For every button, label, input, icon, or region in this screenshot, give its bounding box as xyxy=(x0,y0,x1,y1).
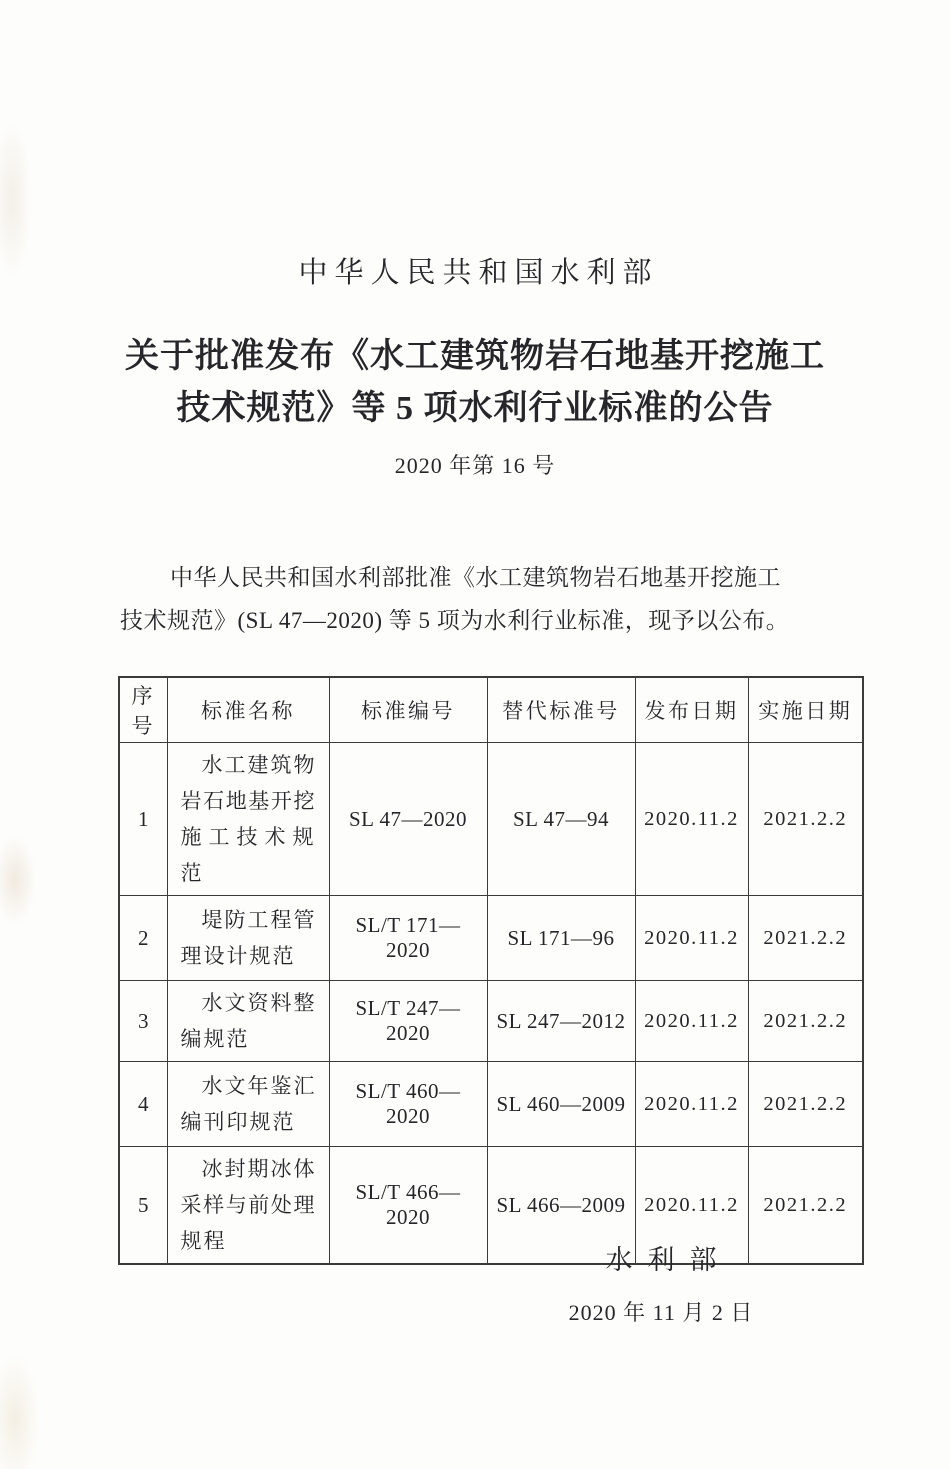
announcement-number: 2020 年第 16 号 xyxy=(394,453,556,478)
effective-date-cell: 2021.2.2 xyxy=(748,981,863,1062)
standard-serial-cell: 2 xyxy=(119,896,167,981)
replaced-standard-cell: SL 466—2009 xyxy=(487,1147,635,1265)
replaced-standard-cell: SL 171—96 xyxy=(487,896,635,981)
publish-date-cell: 2020.11.2 xyxy=(635,896,748,981)
publish-date-cell: 2020.11.2 xyxy=(635,981,748,1062)
standard-name-line: 规程 xyxy=(180,1229,227,1253)
replaced-standard-cell: SL 47—94 xyxy=(487,743,635,896)
standard-serial-cell: 1 xyxy=(119,743,167,896)
issuing-org-title: 中华人民共和国水利部 xyxy=(298,257,659,289)
publish-date-cell: 2020.11.2 xyxy=(635,1062,748,1147)
announcement-title xyxy=(0,331,950,435)
signing-agency: 水利部 xyxy=(605,1245,732,1275)
standard-name-line: 理设计规范 xyxy=(180,944,296,968)
effective-date-cell: 2021.2.2 xyxy=(748,1147,863,1265)
column-header: 替代标准号 xyxy=(487,677,635,743)
intro-paragraph xyxy=(120,556,856,642)
standard-code-cell: SL/T 171—2020 xyxy=(329,896,487,981)
column-header: 实施日期 xyxy=(748,677,863,743)
standard-name-line: 堤防工程管 xyxy=(201,908,316,932)
standard-name-cell xyxy=(167,1062,329,1147)
publish-date-cell: 2020.11.2 xyxy=(635,743,748,896)
signature-block xyxy=(372,1243,950,1327)
replaced-standard-cell: SL 247—2012 xyxy=(487,981,635,1062)
scan-artifact xyxy=(0,1355,40,1469)
column-header: 发布日期 xyxy=(635,677,748,743)
intro-paragraph-line: 技术规范》(SL 47—2020) 等 5 项为水利行业标准，现予以公布。 xyxy=(120,608,790,633)
standard-name-line: 编刊印规范 xyxy=(180,1110,296,1134)
standards-table xyxy=(118,676,864,1265)
effective-date-cell: 2021.2.2 xyxy=(748,1062,863,1147)
table-header-row xyxy=(119,677,863,743)
table-row xyxy=(119,743,863,896)
standard-name-cell xyxy=(167,1147,329,1265)
announcement-title-line: 技术规范》等 5 项水利行业标准的公告 xyxy=(176,390,774,427)
standard-code-cell: SL/T 460—2020 xyxy=(329,1062,487,1147)
standard-code-cell: SL/T 247—2020 xyxy=(329,981,487,1062)
standard-name-line: 施工技术规范 xyxy=(180,825,316,885)
standards-table-head xyxy=(119,677,863,743)
standard-name-cell xyxy=(167,743,329,896)
announcement-title-line: 关于批准发布《水工建筑物岩石地基开挖施工 xyxy=(125,338,825,375)
standard-serial-cell: 5 xyxy=(119,1147,167,1265)
standard-serial-cell: 3 xyxy=(119,981,167,1062)
column-header: 标准编号 xyxy=(329,677,487,743)
effective-date-cell: 2021.2.2 xyxy=(748,896,863,981)
table-row xyxy=(119,896,863,981)
standard-name-line: 岩石地基开挖 xyxy=(180,789,316,813)
standard-name-line: 水文资料整 xyxy=(201,991,316,1015)
intro-paragraph-line: 中华人民共和国水利部批准《水工建筑物岩石地基开挖施工 xyxy=(170,565,781,590)
standard-name-line: 水文年鉴汇 xyxy=(201,1074,316,1098)
standard-name-cell xyxy=(167,896,329,981)
column-header: 序号 xyxy=(119,677,167,743)
scan-artifact xyxy=(0,835,36,925)
table-row xyxy=(119,1062,863,1147)
standard-name-line: 编规范 xyxy=(180,1027,250,1051)
standard-name-line: 采样与前处理 xyxy=(180,1193,316,1217)
signing-date: 2020 年 11 月 2 日 xyxy=(568,1300,754,1325)
standard-serial-cell: 4 xyxy=(119,1062,167,1147)
standard-name-line: 冰封期冰体 xyxy=(201,1157,316,1181)
standard-code-cell: SL 47—2020 xyxy=(329,743,487,896)
effective-date-cell: 2021.2.2 xyxy=(748,743,863,896)
publish-date-cell: 2020.11.2 xyxy=(635,1147,748,1265)
standard-code-cell: SL/T 466—2020 xyxy=(329,1147,487,1265)
standard-name-line: 水工建筑物 xyxy=(201,753,316,777)
replaced-standard-cell: SL 460—2009 xyxy=(487,1062,635,1147)
standard-name-cell xyxy=(167,981,329,1062)
column-header: 标准名称 xyxy=(167,677,329,743)
standards-table-body xyxy=(119,743,863,1265)
table-row xyxy=(119,981,863,1062)
